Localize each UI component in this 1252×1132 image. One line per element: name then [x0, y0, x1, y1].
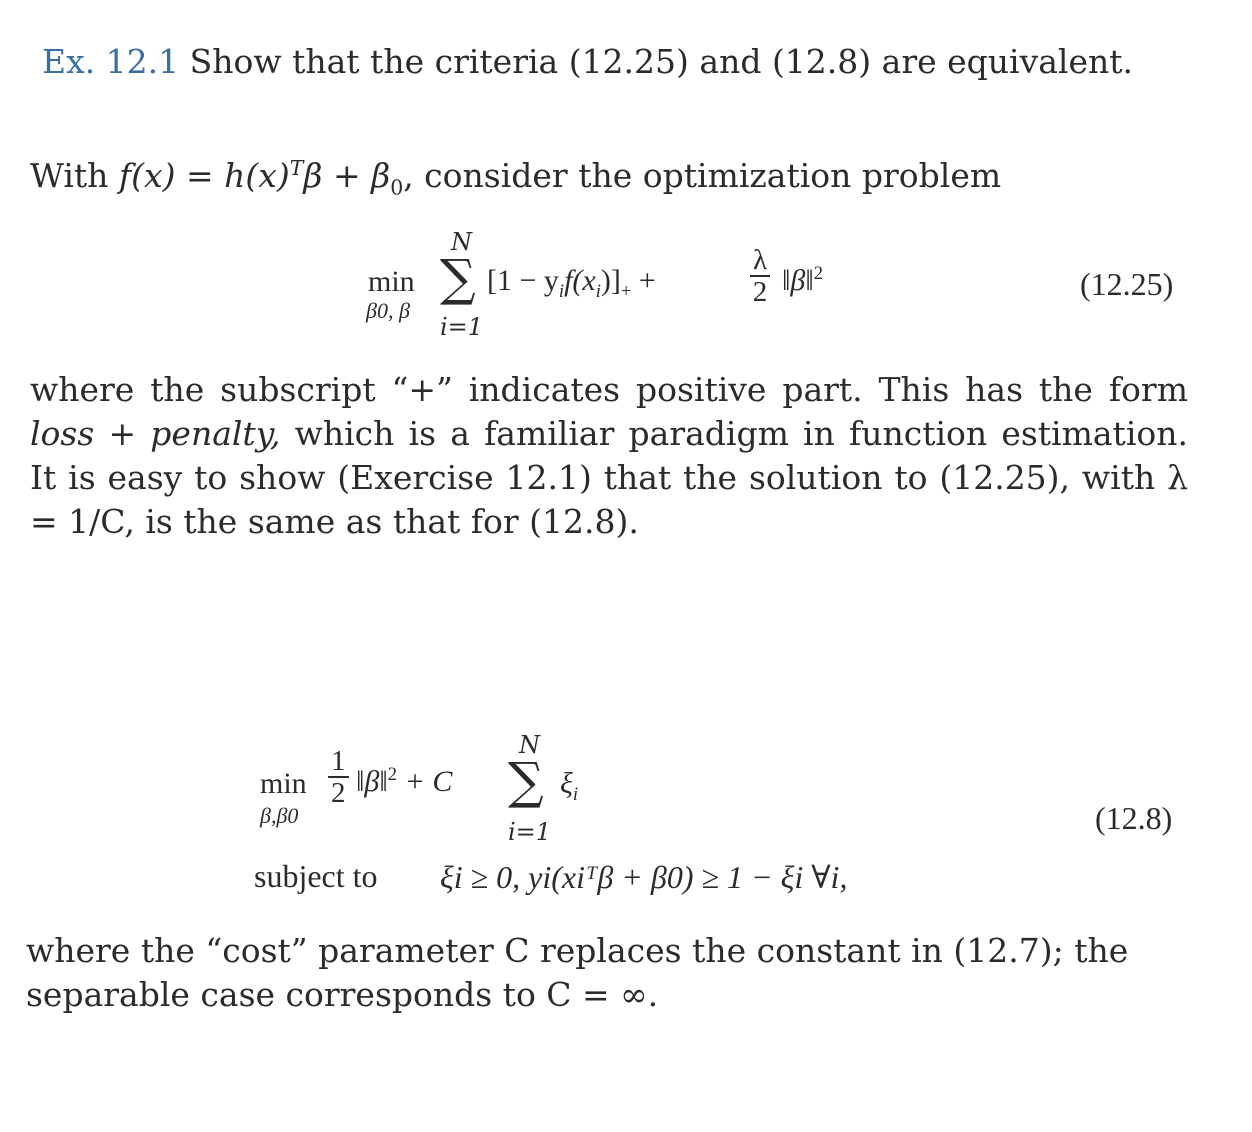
eq1225-fraction: $\frac{\lambda}{2}$: [750, 245, 770, 308]
exercise-text: Show that the criteria (12.25) and (12.8) are equivalent.: [189, 42, 1133, 81]
exercise-label: Ex. 12.1: [42, 42, 180, 81]
eq1225-sum-lower: i=1: [440, 313, 484, 341]
eq1225-under-min: β0, β: [366, 298, 410, 323]
eq128-subject-to: subject to: [254, 858, 378, 894]
exercise-header: [42, 42, 1133, 81]
paragraph-loss-penalty: where the subscript “+” indicates positive part. This has the form loss + penalty, which is a familiar paradigm in function estimation. It is easy to show (Exercise 12.1) that the solution to (12.25), with λ = 1/C, is the same as that for (12.8).: [30, 370, 1188, 541]
eq128-number: (12.8): [1095, 800, 1173, 836]
intro-fx: f(x) = h(x): [118, 156, 290, 195]
eq1225-min: min: [368, 265, 415, 298]
eq128-sum-lower: i=1: [508, 818, 552, 846]
eq128-xi: $\xi_i$: [560, 767, 579, 805]
eq128-sigma: ∑: [508, 752, 544, 810]
intro-sup: T: [289, 156, 304, 180]
eq1225-body: $[1 - y_if(x_i)]_+$ +: [487, 264, 656, 302]
intro-rest: β + β: [303, 156, 391, 195]
eq1225-sigma: ∑: [440, 249, 476, 307]
eq1225-norm: ‖β‖$^2$: [782, 263, 824, 297]
eq1225-number: (12.25): [1080, 266, 1174, 302]
intro-sub0: 0: [390, 175, 404, 200]
eq128-sum-upper: N: [519, 731, 540, 759]
intro-line: [30, 156, 1002, 200]
eq128-under-min: β,β0: [260, 803, 299, 828]
intro-suffix: , consider the optimization problem: [403, 156, 1002, 195]
paragraph-cost-parameter: where the “cost” parameter C replaces the constant in (12.7); the separable case corresponds to C = ∞.: [26, 931, 1129, 1014]
eq128-body: ‖β‖$^2$ + C: [356, 764, 453, 798]
intro-prefix: With: [30, 156, 109, 195]
eq128-constraint: ξi ≥ 0, yi(xiᵀβ + β0) ≥ 1 − ξi ∀i,: [440, 859, 848, 895]
eq1225-sum-upper: N: [451, 228, 472, 256]
eq128-fraction: $\frac{1}{2}$: [328, 746, 349, 809]
eq128-min: min: [260, 767, 307, 800]
